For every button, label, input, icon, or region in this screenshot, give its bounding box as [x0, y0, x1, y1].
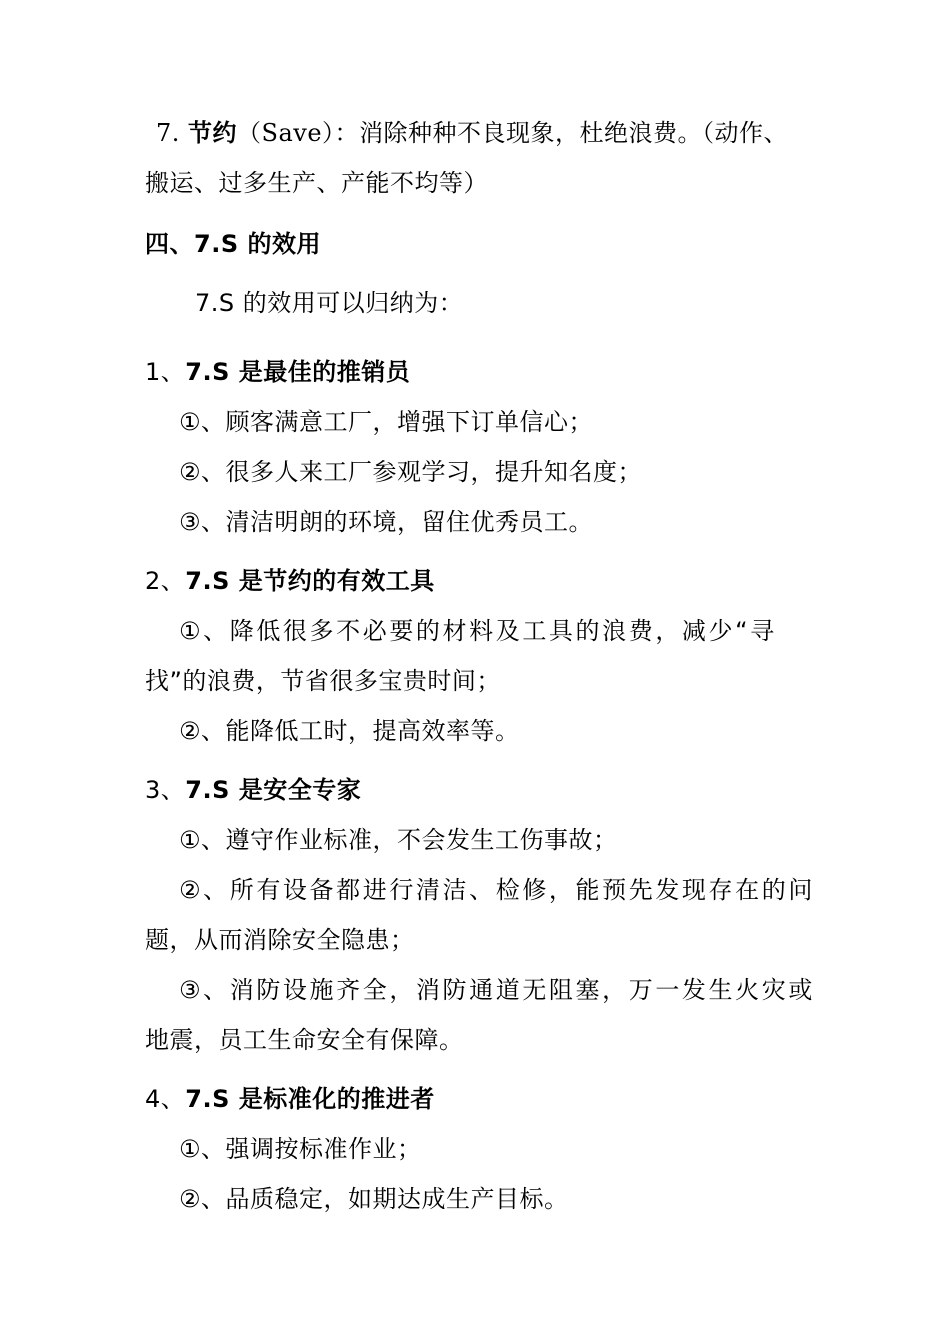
- item-1-point-1: ①、顾客满意工厂，增强下订单信心；: [179, 408, 594, 436]
- item-3-point-3: ③、消防设施齐全，消防通道无阻塞，万一发生火灾或: [179, 976, 815, 1004]
- section-7-continuation: 搬运、过多生产、产能不均等）: [145, 169, 488, 197]
- item-3-title: 7.S 是安全专家: [185, 776, 362, 804]
- item-1-number: 1、: [145, 358, 186, 386]
- item-2-title: 7.S 是节约的有效工具: [185, 567, 435, 595]
- section-7-number: 7.: [156, 119, 180, 147]
- item-3-point-2-continuation: 题，从而消除安全隐患；: [145, 926, 415, 954]
- section-7-title: 节约: [188, 119, 238, 147]
- item-4-heading: [145, 1084, 435, 1114]
- item-1-point-2: ②、很多人来工厂参观学习，提升知名度；: [179, 458, 643, 486]
- item-4-number: 4、: [145, 1085, 186, 1113]
- item-2-number: 2、: [145, 567, 186, 595]
- section-7-text: 消除种种不良现象，杜绝浪费。（动作、: [359, 119, 789, 147]
- item-2-heading: [145, 566, 435, 596]
- item-1-point-3: ③、清洁明朗的环境，留住优秀员工。: [179, 508, 594, 536]
- item-1-heading: [145, 357, 410, 387]
- intro-text: 7.S 的效用可以归纳为：: [195, 289, 464, 317]
- item-3-point-2: ②、所有设备都进行清洁、检修，能预先发现存在的问: [179, 876, 815, 904]
- item-4-point-1: ①、强调按标准作业；: [179, 1135, 422, 1163]
- item-4-point-2: ②、品质稳定，如期达成生产目标。: [179, 1185, 569, 1213]
- item-2-point-2: ②、能降低工时，提高效率等。: [179, 717, 520, 745]
- section-7-line: [156, 118, 788, 148]
- item-2-point-1-continuation: 找”的浪费，节省很多宝贵时间；: [145, 667, 501, 695]
- item-4-title: 7.S 是标准化的推进者: [185, 1085, 435, 1113]
- item-3-point-3-continuation: 地震，员工生命安全有保障。: [145, 1026, 464, 1054]
- item-3-heading: [145, 775, 361, 805]
- item-2-point-1: ①、降低很多不必要的材料及工具的浪费，减少“寻: [179, 617, 777, 645]
- item-3-point-1: ①、遵守作业标准，不会发生工伤事故；: [179, 826, 618, 854]
- item-3-number: 3、: [145, 776, 186, 804]
- item-1-title: 7.S 是最佳的推销员: [185, 358, 411, 386]
- heading-4: 四、7.S 的效用: [145, 230, 321, 258]
- section-7-english: （Save）：: [237, 119, 360, 147]
